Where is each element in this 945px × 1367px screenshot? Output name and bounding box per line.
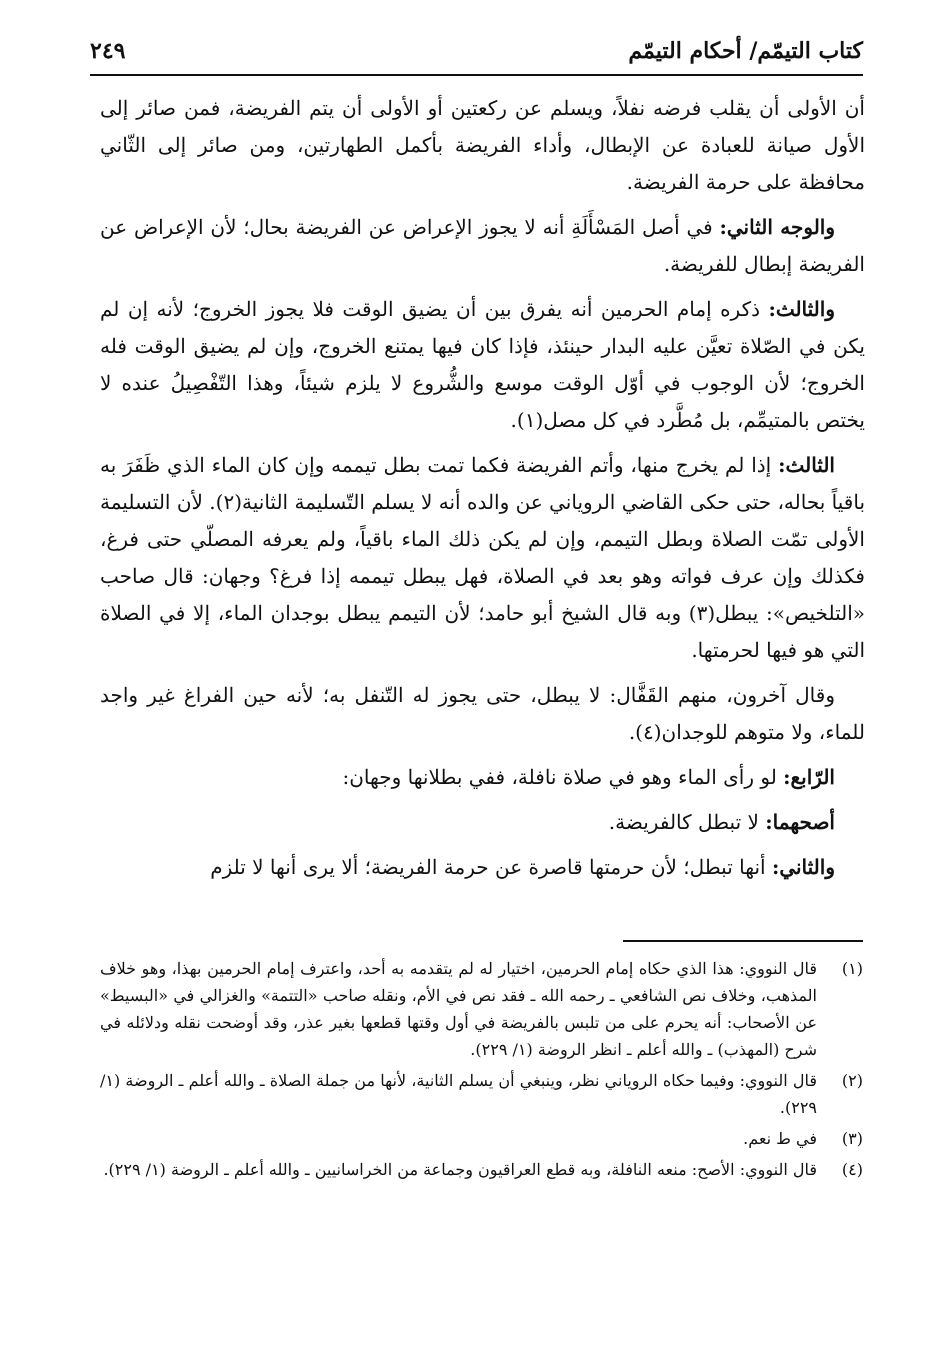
paragraph-text: لا تبطل كالفريضة.	[608, 810, 766, 834]
paragraph-3	[100, 291, 865, 439]
footnote-text: في ط نعم.	[743, 1129, 817, 1148]
footnote-3	[100, 1125, 863, 1152]
footnote-number: (٢)	[841, 1071, 863, 1090]
page-number: ٢٤٩	[90, 38, 126, 64]
paragraph-8	[100, 849, 865, 886]
footnote-number: (٣)	[841, 1129, 863, 1148]
paragraph-4	[100, 447, 865, 669]
paragraph-lead: والثاني:	[771, 855, 835, 879]
footnote-divider	[623, 940, 863, 942]
footnote-number: (٤)	[841, 1160, 863, 1179]
paragraph-text: أن الأولى أن يقلب فرضه نفلاً، ويسلم عن ركعتين أو الأولى أن يتم الفريضة، فمن صائر إلى الأول صيانة للعبادة عن الإبطال، وأداء الفريضة بأكمل الطهارتين، ومن صائر إلى الثّاني محافظة على حرمة الفريضة.	[100, 96, 865, 194]
footnote-2	[100, 1067, 863, 1121]
running-title: كتاب التيمّم/ أحكام التيمّم	[628, 38, 863, 64]
footnote-1	[100, 955, 863, 1063]
footnotes	[100, 955, 863, 1187]
paragraph-lead: الثالث:	[778, 453, 835, 477]
paragraph-lead: والثالث:	[768, 297, 835, 321]
footnote-text: قال النووي: الأصح: منعه النافلة، وبه قطع العراقيون وجماعة من الخراسانيين ـ والله أعلم ـ الروضة (١/ ٢٢٩).	[103, 1160, 817, 1179]
paragraph-text: إذا لم يخرج منها، وأتم الفريضة فكما تمت بطل تيممه وإن كان الماء الذي ظَفَرَ به باقياً بحاله، حتى حكى القاضي الروياني عن والده أنه لا يسلم التّسليمة الثانية(٢). لأن التسليمة الأولى تمّت الصلاة وبطل التيمم، وإن لم يكن ذلك الماء باقياً، ولم يعرفه المصلّي حتى فرغ، فكذلك وإن عرف فواته وهو بعد في الصلاة، فهل يبطل تيممه إذا فرغ؟ وجهان: قال صاحب «التلخيص»: يبطل(٣) وبه قال الشيخ أبو حامد؛ لأن التيمم يبطل بوجدان الماء، إلا في الصلاة التي هو فيها لحرمتها.	[100, 453, 866, 662]
page-header	[90, 34, 863, 76]
footnote-text: قال النووي: هذا الذي حكاه إمام الحرمين، اختيار له لم يتقدمه به أحد، واعترف إمام الحرمين بهذا، وهو خلاف المذهب، وخلاف نص الشافعي ـ رحمه الله ـ فقد نص في الأم، ونقله صاحب «التتمة» والغزالي في «البسيط» عن الأصحاب: أنه يحرم على من تلبس بالفريضة في أول وقتها قطعها بغير عذر، وقد أوضحت نقله ودلائله في شرح (المهذب) ـ والله أعلم ـ انظر الروضة (١/ ٢٢٩).	[100, 959, 818, 1059]
paragraph-text: لو رأى الماء وهو في صلاة نافلة، ففي بطلانها وجهان:	[342, 765, 784, 789]
paragraph-6	[100, 759, 865, 796]
footnote-text: قال النووي: وفيما حكاه الروياني نظر، وينبغي أن يسلم الثانية، لأنها من جملة الصلاة ـ والله أعلم ـ الروضة (١/ ٢٢٩).	[100, 1071, 818, 1117]
paragraph-lead: أصحهما:	[765, 810, 835, 834]
footnote-4	[100, 1156, 863, 1183]
paragraph-2	[100, 209, 865, 283]
paragraph-text: أنها تبطل؛ لأن حرمتها قاصرة عن حرمة الفريضة؛ ألا يرى أنها لا تلزم	[210, 855, 772, 879]
paragraph-text: في أصل المَسْأَلَةِ أنه لا يجوز الإعراض عن الفريضة بحال؛ لأن الإعراض عن الفريضة إبطال للفريضة.	[100, 215, 865, 276]
paragraph-5	[100, 677, 865, 751]
paragraph-7	[100, 804, 865, 841]
paragraph-1	[100, 90, 865, 201]
paragraph-text: ذكره إمام الحرمين أنه يفرق بين أن يضيق الوقت فلا يجوز الخروج؛ لأنه إن لم يكن في الصّلاة تعيَّن عليه البدار حينئذ، فإذا كان فيها يمتنع الخروج، وإن لم يضيق الوقت فله الخروج؛ لأن الوجوب في أوّل الوقت موسع والشُّروع لا يلزم شيئاً، وهذا التّفْصِيلُ عنده لا يختص بالمتيمِّم، بل مُطَّرد في كل مصل(١).	[100, 297, 865, 432]
paragraph-lead: والوجه الثاني:	[719, 215, 836, 239]
paragraph-lead: الرّابع:	[783, 765, 835, 789]
main-text	[100, 90, 865, 894]
footnote-number: (١)	[841, 959, 863, 978]
paragraph-text: وقال آخرون، منهم القَفَّال: لا يبطل، حتى يجوز له التّنفل به؛ لأنه حين الفراغ غير واجد للماء، ولا متوهم للوجدان(٤).	[100, 683, 865, 744]
